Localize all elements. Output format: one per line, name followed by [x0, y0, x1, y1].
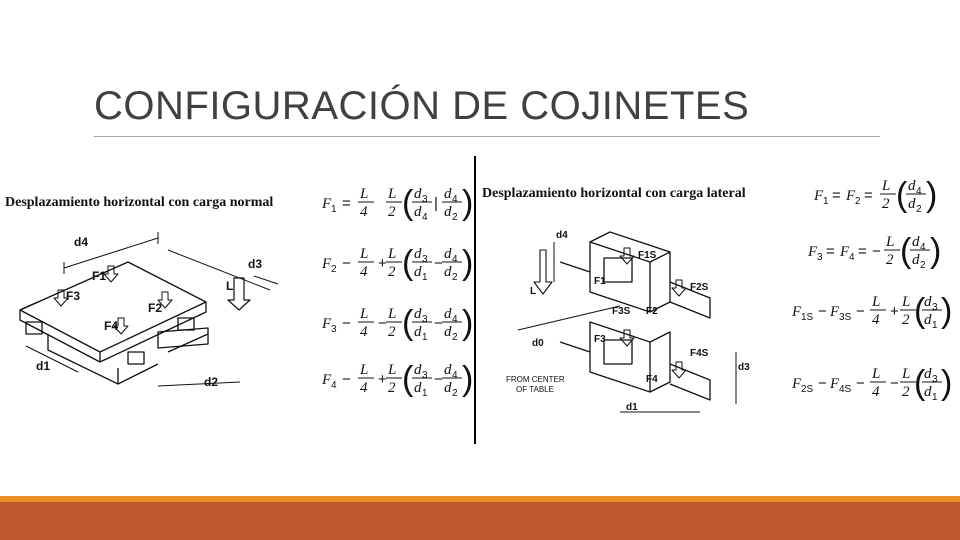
parenthesis: (	[402, 184, 414, 222]
right-d3-label: d3	[738, 362, 750, 373]
subscript: 4	[920, 242, 926, 253]
left-d2-label: d2	[204, 375, 219, 389]
l-over-2-denominator: 2	[388, 324, 396, 340]
subscript: 3	[422, 194, 428, 205]
subscript: 2	[452, 272, 458, 283]
force-symbol: F	[322, 372, 332, 388]
operator: =	[826, 243, 835, 260]
l-over-2-denominator: 2	[886, 252, 894, 268]
subscript: 1	[932, 392, 938, 403]
subscript: 1S	[801, 312, 814, 323]
left-d1-label: d1	[36, 359, 51, 373]
subscript: 2	[920, 260, 926, 271]
l-over-2-numerator: L	[388, 186, 397, 202]
parenthesis: (	[402, 304, 414, 342]
d-symbol: d	[414, 306, 422, 322]
l-over-2-denominator: 2	[388, 204, 396, 220]
force-index: 4	[331, 380, 337, 391]
operator: +	[890, 303, 899, 320]
d-symbol: d	[924, 294, 932, 310]
right-load-label: L	[530, 286, 537, 297]
d-symbol: d	[444, 186, 452, 202]
subscript: 4	[452, 370, 458, 381]
from-center-line1: FROM CENTER	[506, 375, 565, 384]
force-symbol: F	[792, 376, 802, 392]
l-over-4-numerator: L	[872, 294, 881, 310]
l-over-4-numerator: L	[360, 186, 369, 202]
subscript: 2	[855, 196, 861, 207]
l-over-4-denominator: 4	[360, 324, 368, 340]
subscript: 4S	[839, 384, 852, 395]
subscript: 1	[932, 320, 938, 331]
force-symbol: F	[840, 244, 850, 260]
l-over-2-denominator: 2	[902, 384, 910, 400]
force-symbol: F	[830, 376, 840, 392]
d-symbol: d	[414, 264, 422, 280]
l-over-2-numerator: L	[902, 294, 911, 310]
right-d4-label: d4	[556, 230, 568, 241]
slide-title: CONFIGURACIÓN DE COJINETES	[94, 84, 750, 128]
right-f1s-label: F1S	[638, 250, 657, 261]
operator: −	[434, 255, 443, 272]
left-f2-label: F2	[148, 301, 163, 315]
force-symbol: F	[846, 188, 856, 204]
operator: =	[858, 243, 867, 260]
d-symbol: d	[924, 312, 932, 328]
l-over-4-denominator: 4	[360, 204, 368, 220]
force-symbol: F	[792, 304, 802, 320]
l-over-4-denominator: 4	[872, 384, 880, 400]
l-over-2-denominator: 2	[882, 196, 890, 212]
subscript: 1	[422, 388, 428, 399]
d-symbol: d	[924, 384, 932, 400]
force-index: 1	[331, 204, 337, 215]
force-symbol: F	[322, 256, 332, 272]
l-over-2-numerator: L	[882, 178, 891, 194]
parenthesis: (	[914, 292, 926, 330]
parenthesis: (	[900, 232, 912, 270]
footer-bar	[0, 502, 960, 540]
subscript: 2	[452, 332, 458, 343]
d-symbol: d	[924, 366, 932, 382]
panel-divider	[474, 156, 476, 444]
l-over-2-numerator: L	[886, 234, 895, 250]
left-d4-label: d4	[74, 235, 89, 249]
operator: =	[342, 195, 351, 212]
left-load-label: L	[226, 279, 234, 293]
parenthesis: (	[896, 176, 908, 214]
operator: −	[434, 315, 443, 332]
operator: −	[872, 243, 881, 260]
operator: −	[818, 375, 827, 392]
operator: −	[856, 375, 865, 392]
parenthesis: )	[462, 360, 474, 398]
subscript: 4	[849, 252, 855, 263]
d-symbol: d	[444, 306, 452, 322]
operator: −	[342, 371, 351, 388]
d-symbol: d	[444, 204, 452, 220]
l-over-4-numerator: L	[872, 366, 881, 382]
l-over-2-denominator: 2	[388, 264, 396, 280]
subscript: 4	[916, 186, 922, 197]
operator: +	[378, 255, 387, 272]
subscript: 4	[452, 194, 458, 205]
operator: =	[832, 187, 841, 204]
right-f3-label: F3	[594, 334, 606, 345]
subscript: 3S	[839, 312, 852, 323]
right-f2s-label: F2S	[690, 282, 709, 293]
d-symbol: d	[444, 380, 452, 396]
force-index: 3	[331, 324, 337, 335]
left-equations	[318, 180, 474, 402]
parenthesis: )	[926, 176, 938, 214]
subscript: 1	[823, 196, 829, 207]
operator: −	[890, 375, 899, 392]
d-symbol: d	[912, 252, 920, 268]
right-f3s-label: F3S	[612, 306, 631, 317]
d-symbol: d	[444, 264, 452, 280]
d-symbol: d	[444, 246, 452, 262]
operator: −	[342, 255, 351, 272]
l-over-2-denominator: 2	[388, 380, 396, 396]
parenthesis: (	[914, 364, 926, 402]
force-symbol: F	[322, 316, 332, 332]
subscript: 3	[422, 314, 428, 325]
d-symbol: d	[444, 324, 452, 340]
parenthesis: )	[941, 292, 953, 330]
lateral-load-diagram	[500, 222, 760, 422]
parenthesis: )	[941, 364, 953, 402]
l-over-2-numerator: L	[388, 246, 397, 262]
left-d3-label: d3	[248, 257, 263, 271]
right-d1-label: d1	[626, 402, 638, 413]
parenthesis: (	[402, 360, 414, 398]
force-index: 2	[331, 264, 337, 275]
l-over-4-numerator: L	[360, 246, 369, 262]
normal-load-diagram	[8, 222, 308, 402]
operator: |	[434, 195, 438, 212]
subscript: 3	[932, 302, 938, 313]
right-f2-label: F2	[646, 306, 658, 317]
d-symbol: d	[414, 204, 422, 220]
left-f4-label: F4	[104, 319, 119, 333]
title-underline	[94, 136, 880, 137]
d-symbol: d	[414, 324, 422, 340]
left-f1-label: F1	[92, 269, 107, 283]
subscript: 1	[422, 272, 428, 283]
operator: −	[434, 371, 443, 388]
operator: −	[378, 315, 387, 332]
force-symbol: F	[322, 196, 332, 212]
left-f3-label: F3	[66, 289, 81, 303]
l-over-4-denominator: 4	[360, 380, 368, 396]
subscript: 1	[422, 332, 428, 343]
right-f4-label: F4	[646, 374, 658, 385]
parenthesis: )	[930, 232, 942, 270]
subscript: 4	[422, 212, 428, 223]
force-symbol: F	[814, 188, 824, 204]
d-symbol: d	[414, 362, 422, 378]
parenthesis: )	[462, 304, 474, 342]
l-over-2-denominator: 2	[902, 312, 910, 328]
subscript: 4	[452, 314, 458, 325]
l-over-4-denominator: 4	[360, 264, 368, 280]
l-over-2-numerator: L	[388, 362, 397, 378]
l-over-4-numerator: L	[360, 362, 369, 378]
right-d0-label: d0	[532, 338, 544, 349]
subscript: 3	[422, 254, 428, 265]
subscript: 4	[452, 254, 458, 265]
operator: −	[818, 303, 827, 320]
force-symbol: F	[808, 244, 818, 260]
subscript: 2	[452, 212, 458, 223]
subscript: 3	[422, 370, 428, 381]
d-symbol: d	[908, 196, 916, 212]
operator: =	[864, 187, 873, 204]
l-over-2-numerator: L	[902, 366, 911, 382]
force-symbol: F	[830, 304, 840, 320]
d-symbol: d	[444, 362, 452, 378]
d-symbol: d	[414, 246, 422, 262]
subscript: 2	[916, 204, 922, 215]
parenthesis: (	[402, 244, 414, 282]
l-over-4-denominator: 4	[872, 312, 880, 328]
d-symbol: d	[912, 234, 920, 250]
right-f1-label: F1	[594, 276, 606, 287]
left-caption: Desplazamiento horizontal con carga normal	[5, 195, 274, 210]
d-symbol: d	[414, 380, 422, 396]
subscript: 2S	[801, 384, 814, 395]
parenthesis: )	[462, 244, 474, 282]
right-equations	[790, 170, 953, 410]
subscript: 3	[932, 374, 938, 385]
subscript: 3	[817, 252, 823, 263]
right-caption: Desplazamiento horizontal con carga lateral	[482, 186, 746, 201]
subscript: 2	[452, 388, 458, 399]
operator: −	[856, 303, 865, 320]
parenthesis: )	[462, 184, 474, 222]
d-symbol: d	[414, 186, 422, 202]
from-center-line2: OF TABLE	[516, 385, 554, 394]
operator: −	[342, 315, 351, 332]
operator: +	[378, 371, 387, 388]
l-over-4-numerator: L	[360, 306, 369, 322]
d-symbol: d	[908, 178, 916, 194]
l-over-2-numerator: L	[388, 306, 397, 322]
right-f4s-label: F4S	[690, 348, 709, 359]
